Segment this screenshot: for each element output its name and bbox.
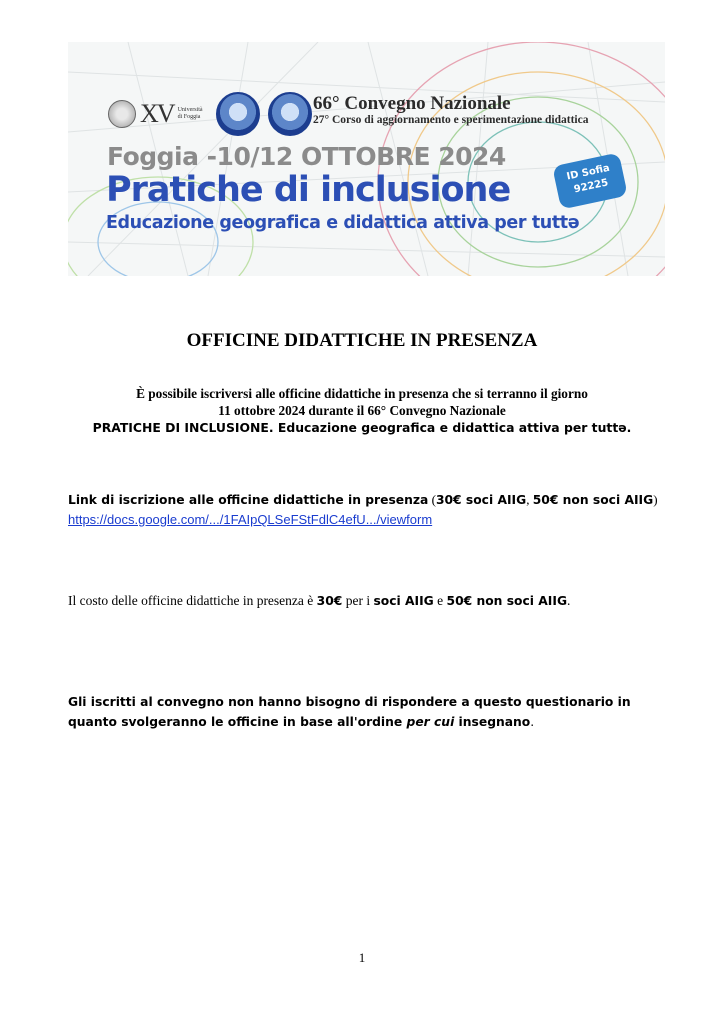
university-mark: XV <box>140 99 174 128</box>
header-banner <box>68 42 665 276</box>
city-date: Foggia -10/12 OTTOBRE 2024 <box>107 142 506 171</box>
university-name: Università di Foggia <box>177 107 203 120</box>
cost-non-soci: 50€ non soci AIIG <box>446 594 568 608</box>
registration-form-link[interactable]: https://docs.google.com/.../1FAIpQLSeFStFdlC4efU.../viewform <box>68 512 433 527</box>
page-title: OFFICINE DIDATTICHE IN PRESENZA <box>186 330 538 351</box>
note-text-1: Gli iscritti al convegno non hanno bisogno di rispondere a questo questionario in quanto svolgeranno le officine in base all'ordine <box>68 695 631 729</box>
note-end: . <box>530 715 535 729</box>
cost-prefix: Il costo delle officine didattiche in presenza è <box>68 593 317 608</box>
price-separator: , <box>526 492 533 507</box>
registration-label: Link di iscrizione alle officine didattiche in presenza <box>68 493 429 507</box>
cost-mid-1: per i <box>342 593 374 608</box>
event-name: PRATICHE DI INCLUSIONE <box>92 420 269 435</box>
logo-row <box>108 92 312 136</box>
university-logo <box>108 99 208 129</box>
university-seal-icon <box>108 100 136 128</box>
cost-group-soci: soci AIIG <box>373 594 434 608</box>
cost-suffix: . <box>567 593 571 608</box>
intro-line-3 <box>0 419 724 436</box>
note-italic: per cui <box>406 715 455 729</box>
sofia-label: ID Sofia <box>565 162 611 183</box>
aiig-globe-logo-icon <box>216 92 260 136</box>
cost-mid-2: e <box>433 593 447 608</box>
paren-open: ( <box>428 492 436 507</box>
registration-line <box>68 490 658 510</box>
intro-line-1: È possibile iscriversi alle officine didattiche in presenza che si terranno il giorno <box>136 386 588 401</box>
note-paragraph <box>68 692 648 732</box>
price-non-soci: 50€ non soci AIIG <box>532 493 654 507</box>
banner-main-title: Pratiche di inclusione <box>106 170 511 210</box>
convegno-title: 66° Convegno Nazionale <box>313 93 511 114</box>
registration-block <box>68 490 658 530</box>
paren-close: ) <box>653 492 658 507</box>
cost-paragraph <box>68 593 570 609</box>
intro-line-2: 11 ottobre 2024 durante il 66° Convegno Nazionale <box>218 403 506 418</box>
convegno-subtitle: 27° Corso di aggiornamento e sperimentazione didattica <box>313 114 589 126</box>
note-text-2: insegnano <box>454 715 531 729</box>
cost-amount-soci: 30€ <box>316 594 343 608</box>
event-subtitle: . Educazione geografica e didattica attiva per tuttə. <box>268 420 632 435</box>
sofia-id: 92225 <box>572 177 610 196</box>
aiig-section-globe-logo-icon <box>268 92 312 136</box>
price-soci: 30€ soci AIIG <box>435 493 527 507</box>
page-number: 1 <box>358 950 366 965</box>
intro-paragraph <box>0 385 724 436</box>
banner-sub-title: Educazione geografica e didattica attiva per tuttə <box>106 213 580 233</box>
